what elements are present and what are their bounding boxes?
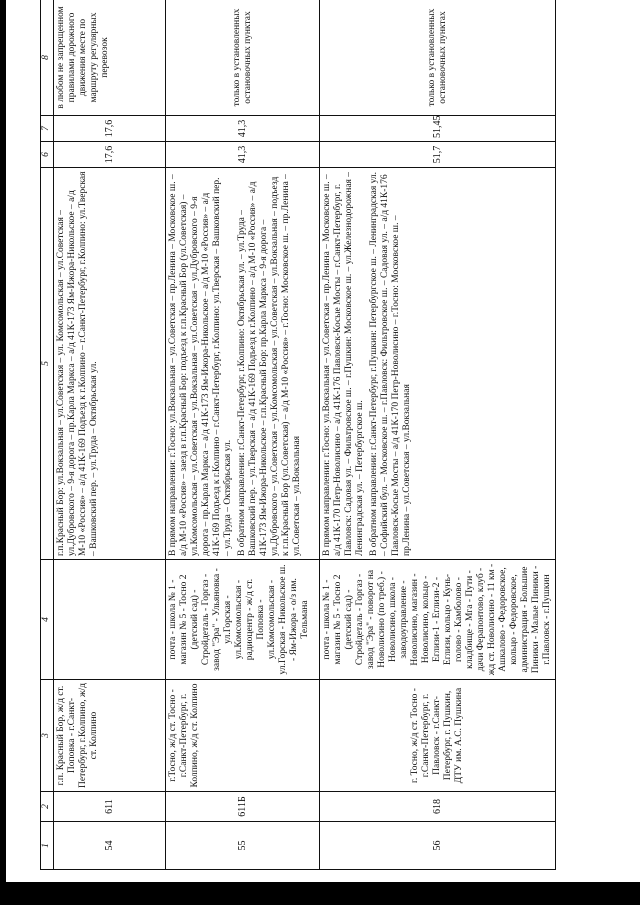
route-length-back: 17,6: [54, 116, 166, 142]
route-path: г.п.Красный Бор: ул.Вокзальная – ул.Советская – ул. Комсомольская – ул.Советская – ул.Дубровского – 9-я дорога – пр.Карла Маркса – а/д 41К-173 Ям-Ижора-Никольское – а/д М-10 «Россия» – а/д 41К-169 Подъезд к г.Колпино – г.Санкт-Петербург, г.Колпино: ул.Тверская – Вашковский пер. – ул.Труда – Октябрьская ул.: [54, 168, 166, 560]
table-row: [54, 0, 166, 870]
route-path: [166, 168, 320, 560]
header-col-6: 6: [41, 142, 54, 168]
route-name: г. Тосно, ж/д ст. Тосно - г.Санкт-Петербург, г. Павловск - г.Санкт-Петербург, г. Пушкин, ДТУ им. А.С. Пушкина: [320, 680, 556, 792]
route-number: 611Б: [166, 792, 320, 822]
route-length-forward: 41,3: [166, 142, 320, 168]
route-path-forward: В прямом направлении: г.Тосно: ул.Вокзальная – ул.Советская – пр.Ленина – Московское ш. – а/д М-10 «Россия» – заезд в г.п.Красный Бор: подъезд к г.п.Красный Бор (ул.Советская) – ул.Комсомольская – ул.Советская – ул.Вокзальная – ул.Советская – ул.Дубровского – 9-я дорога – пр.Карла Маркса – а/д 41К-173 Ям-Ижора-Никольское – а/д М-10 «Россия» – а/д 41К-169 Подъезд к г.Колпино – г.Санкт-Петербург, г.Колпино: ул.Тверская – Вашковский пер. – ул.Труда – Октябрьская ул.: [168, 174, 233, 556]
route-index: 54: [54, 822, 166, 870]
header-col-1: 1: [41, 822, 54, 870]
scan-edge-bottom: [0, 882, 640, 905]
rotated-page: [40, 0, 560, 870]
table-row: [320, 0, 556, 870]
route-path-backward: В обратном направлении: г.Санкт-Петербург, г.Пушкин: Петербургское ш. – Ленинградская ул. – Софийский бул. – Московское ш. – г.Павловск: Фильтровское ш. – Садовая ул. – а/д 41К-176 Павловск-Косые Мосты – а/д 41К-170 Петр-Новолисино – г.Тосно: Московское ш. – пр.Ленина – ул.Советская – ул.Вокзальная: [369, 171, 412, 556]
route-length-back: 41,3: [166, 116, 320, 142]
route-index: 56: [320, 822, 556, 870]
route-index: 55: [166, 822, 320, 870]
header-col-4: 4: [41, 560, 54, 680]
scan-edge-left: [0, 0, 6, 905]
route-path-backward: В обратном направлении: г.Санкт-Петербург, г.Колпино: Октябрьская ул. – ул.Труда – Вашковский пер. – ул.Тверская – а/д 41К-169 Подъезд к г.Колпино – а/д М-10 «Россия» – а/д 41К-173 Ям-Ижора-Никольское – г.п.Красный Бор: пр.Карла Маркса – 9-я дорога – ул.Дубровского – ул.Советская – ул.Комсомольская – ул.Советская – ул.Вокзальная – подъезд к г.п.Красный Бор (ул.Советская) – а/д М-10 «Россия» – г.Тосно: Московское ш. – пр.Ленина – ул.Советская – ул.Вокзальная: [237, 174, 302, 556]
route-name: г.п. Красный Бор, ж/д ст. Поповка - г.Санкт-Петербург, г.Колпино, ж/д ст. Колпино: [54, 680, 166, 792]
header-col-8: 8: [41, 0, 54, 116]
stop-rule: только в установленных остановочных пунктах: [166, 0, 320, 116]
stop-rule: только в установленных остановочных пунктах: [320, 0, 556, 116]
route-length-forward: 17,6: [54, 142, 166, 168]
header-row: [41, 0, 54, 870]
stop-rule: в любом не запрещенном правилами дорожного движения месте по маршруту регулярных перевозок: [54, 0, 166, 116]
route-path-forward: В прямом направлении: г.Тосно: ул.Вокзальная – ул.Советская – пр.Ленина – Московское ш. – а/д 41К-170 Петр-Новолисино – а/д 41К-176 Павловск-Косые Мосты – г.Санкт-Петербург, г. Павловск: Садовая ул. – Фильтровское ш. – г.Пушкин: Московское ш. – ул.Железнодорожная – Ленинградская ул. – Петербургское ш.: [322, 171, 365, 556]
route-stops: почта - школа № 1 - магазин № 5 - Тосно 2 (детский сад) - Стройдеталь - Горгаз - завод "Эра" - Ульяновка - ул.Горская - ул.Комсомольская - радиоцентр - ж/д ст. Поповка - ул.Комсомольская - ул.Горская - Никольское ш. - Ям-Ижора - о/з им. Тельмана: [166, 560, 320, 680]
table-row: [166, 0, 320, 870]
route-number: 611: [54, 792, 166, 822]
route-path: [320, 168, 556, 560]
header-col-3: 3: [41, 680, 54, 792]
header-col-7: 7: [41, 116, 54, 142]
route-length-back: 51,45: [320, 116, 556, 142]
route-stops: почта - школа № 1 - магазин № 5 - Тосно 2 (детский сад) - Стройдеталь - Горгаз - завод "Эра" - поворот на Новолисино (по треб.) - Новолисино, школа - заводоуправление - Новолисино, магазин - Новолисино, кольцо - Еглизи-1 - Еглизи-2 - Еглизи, кольцо - Кунь-голово - Камболово - кладбище - Мга - Пути - дачи Ферапонтово, клуб - жд ст. Новолисино - 11 км - Ашкалово - Федоровское, кольцо - Федоровское, администрация - Большие Пиники - Малые Пиники - г.Павловск - г.Пушкин: [320, 560, 556, 680]
route-stops: [54, 560, 166, 680]
route-name: г.Тосно, ж/д ст. Тосно - г.Санкт-Петербург, г. Колпино, ж/д ст. Колпино: [166, 680, 320, 792]
route-number: 618: [320, 792, 556, 822]
routes-table: [40, 0, 556, 870]
header-col-2: 2: [41, 792, 54, 822]
header-col-5: 5: [41, 168, 54, 560]
route-length-forward: 51,7: [320, 142, 556, 168]
